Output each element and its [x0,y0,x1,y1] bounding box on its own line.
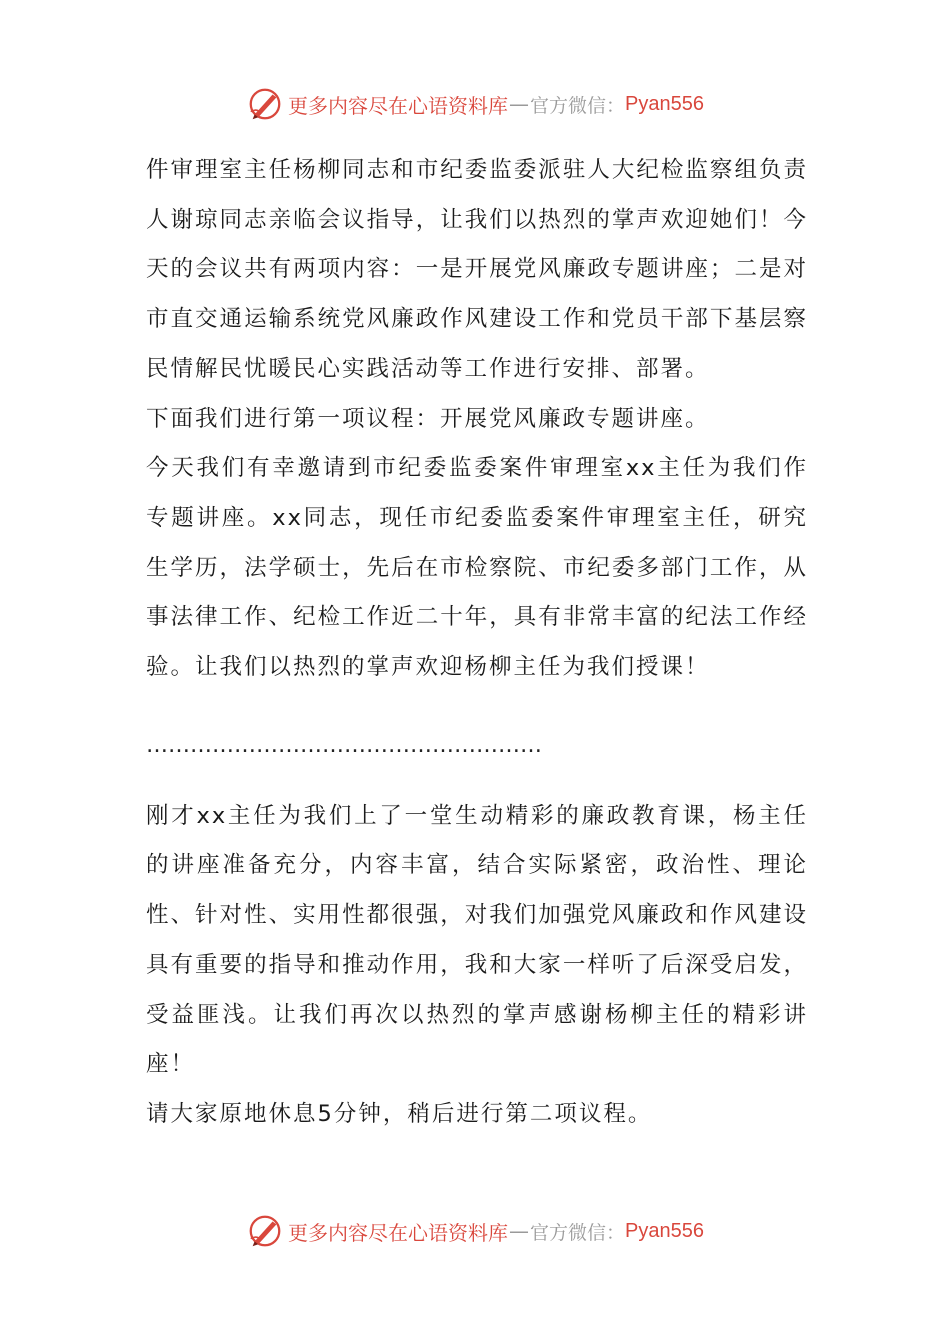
pen-circle-logo-icon [246,85,284,123]
header-banner [0,84,950,124]
footer-wechat-label: 官方微信： [530,1221,626,1244]
footer-site-name: 更多内容尽在心语资料库 [288,1220,508,1245]
footer-banner [0,1211,950,1251]
footer-separator: — [509,1219,529,1243]
paragraph-break: 请大家原地休息5分钟，稍后进行第二项议程。 [146,1100,653,1127]
header-wechat-label: 官方微信： [530,94,626,117]
document-body [146,146,808,1140]
header-separator: — [509,92,529,116]
ellipsis-divider [146,693,808,792]
pen-circle-logo-icon [246,1212,284,1250]
paragraph-opening: 件审理室主任杨柳同志和市纪委监委派驻人大纪检监察组负责人谢琼同志亲临会议指导，让我们以热烈的掌声欢迎她们！今天的会议共有两项内容：一是开展党风廉政专题讲座；二是对市直交通运输系统党风廉政作风建设工作和党员干部下基层察民情解民忧暖民心实践活动等工作进行安排、部署。 [146,157,808,382]
header-wechat-id: Pyan556 [625,92,704,115]
ellipsis-text: ……………………………………………… [146,732,542,758]
paragraph-agenda-one: 下面我们进行第一项议程：开展党风廉政专题讲座。 [146,405,710,432]
paragraph-thanks: 刚才xx主任为我们上了一堂生动精彩的廉政教育课，杨主任的讲座准备充分，内容丰富，结合实际紧密，政治性、理论性、针对性、实用性都很强，对我们加强党风廉政和作风建设具有重要的指导和推动作用，我和大家一样听了后深受启发，受益匪浅。让我们再次以热烈的掌声感谢杨柳主任的精彩讲座！ [146,802,808,1078]
header-site-name: 更多内容尽在心语资料库 [288,93,508,118]
paragraph-speaker-intro: 今天我们有幸邀请到市纪委监委案件审理室xx主任为我们作专题讲座。xx同志，现任市纪委监委案件审理室主任，研究生学历，法学硕士，先后在市检察院、市纪委多部门工作，从事法律工作、纪检工作近二十年，具有非常丰富的纪法工作经验。让我们以热烈的掌声欢迎杨柳主任为我们授课！ [146,455,808,681]
footer-wechat-id: Pyan556 [625,1219,704,1242]
